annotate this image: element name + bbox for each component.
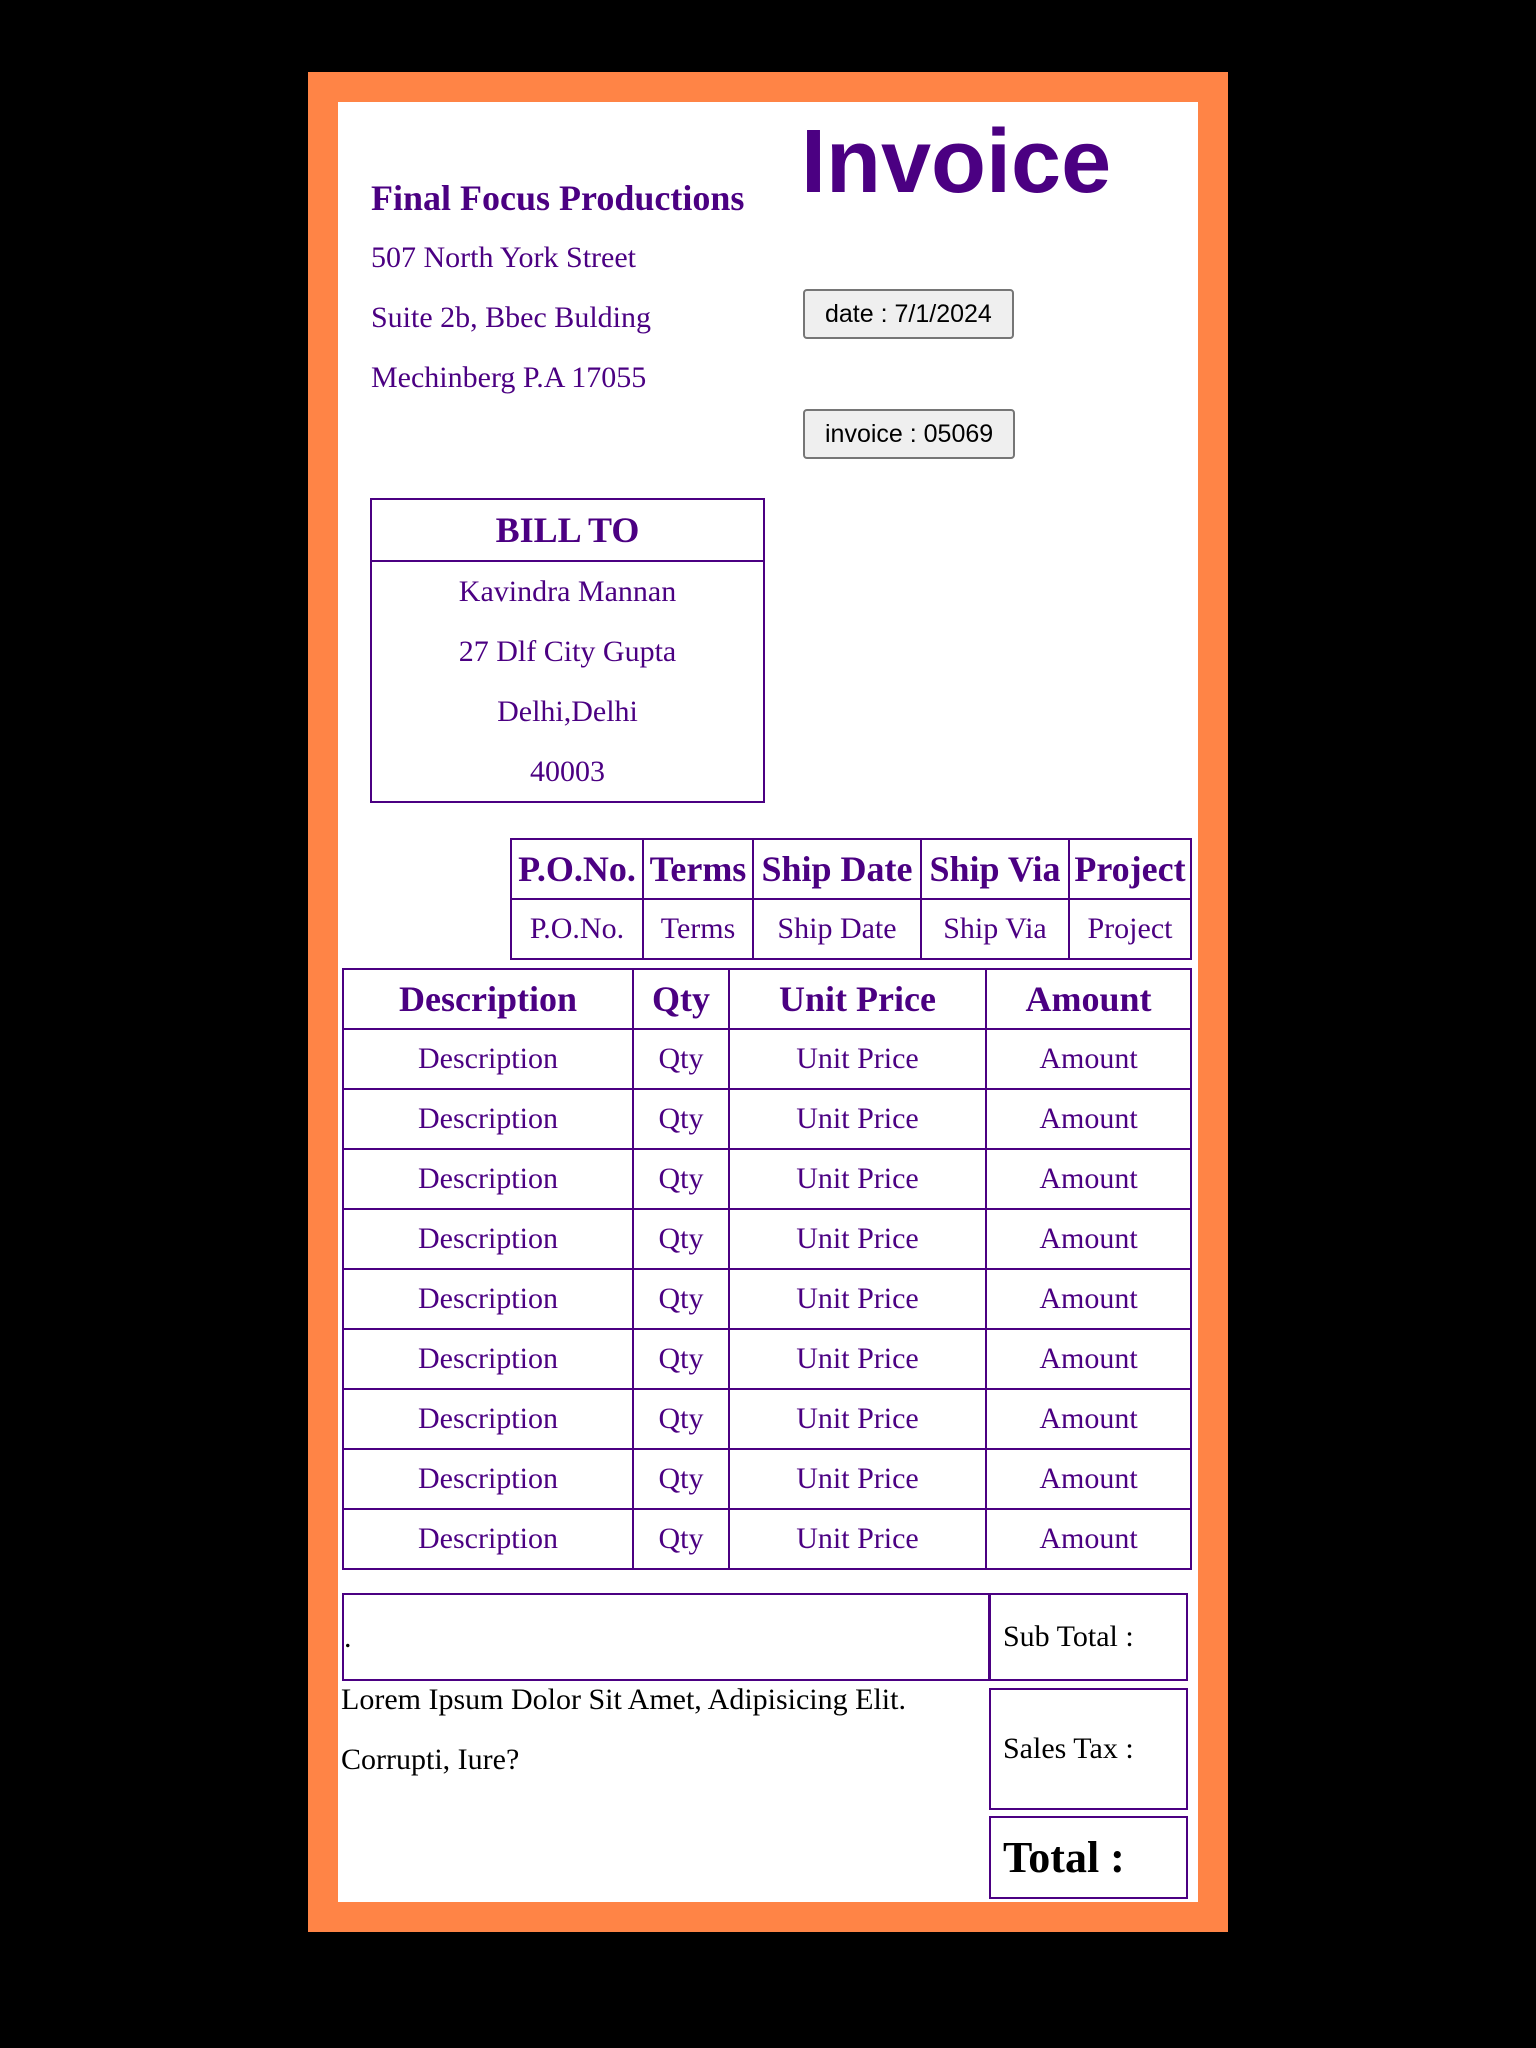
description-cell: Description [343,1329,633,1389]
header-project: Project [1069,839,1191,899]
shipping-value-row [511,899,1191,959]
table-row [343,1089,1191,1149]
table-row [343,1149,1191,1209]
table-row [343,1269,1191,1329]
po-number-cell: P.O.No. [511,899,643,959]
company-block [371,168,744,408]
table-row [343,1209,1191,1269]
invoice-sheet [338,102,1198,1902]
qty-cell: Qty [633,1449,729,1509]
qty-cell: Qty [633,1029,729,1089]
amount-cell: Amount [986,1329,1191,1389]
description-cell: Description [343,1509,633,1569]
qty-cell: Qty [633,1269,729,1329]
bill-to-box [370,498,765,803]
amount-cell: Amount [986,1029,1191,1089]
notes-line: Corrupti, Iure? [341,1743,520,1776]
header-ship-date: Ship Date [753,839,921,899]
unit-price-cell: Unit Price [729,1029,986,1089]
bill-to-line: Delhi,Delhi [497,695,638,728]
invoice-title: Invoice [801,112,1112,212]
date-button[interactable]: date : 7/1/2024 [803,289,1014,339]
header-po-number: P.O.No. [511,839,643,899]
company-name: Final Focus Productions [371,178,745,218]
items-header-row [343,969,1191,1029]
amount-cell: Amount [986,1269,1191,1329]
qty-cell: Qty [633,1389,729,1449]
unit-price-cell: Unit Price [729,1389,986,1449]
ship-via-cell: Ship Via [921,899,1069,959]
shipping-table [510,838,1192,960]
table-row [343,1449,1191,1509]
amount-cell: Amount [986,1089,1191,1149]
qty-cell: Qty [633,1329,729,1389]
ship-date-cell: Ship Date [753,899,921,959]
unit-price-cell: Unit Price [729,1269,986,1329]
description-cell: Description [343,1269,633,1329]
unit-price-cell: Unit Price [729,1149,986,1209]
qty-cell: Qty [633,1149,729,1209]
description-cell: Description [343,1149,633,1209]
description-cell: Description [343,1389,633,1449]
description-cell: Description [343,1029,633,1089]
qty-cell: Qty [633,1089,729,1149]
bill-to-line: Kavindra Mannan [458,575,677,608]
terms-cell: Terms [643,899,753,959]
bill-to-line: 40003 [530,755,605,788]
project-cell: Project [1069,899,1191,959]
company-address-line: Suite 2b, Bbec Bulding [371,301,651,334]
unit-price-cell: Unit Price [729,1449,986,1509]
invoice-number-button[interactable]: invoice : 05069 [803,409,1015,459]
amount-cell: Amount [986,1209,1191,1269]
invoice-frame [308,72,1228,1932]
header-terms: Terms [643,839,753,899]
amount-cell: Amount [986,1389,1191,1449]
qty-cell: Qty [633,1509,729,1569]
table-row [343,1329,1191,1389]
total-box: Total : [989,1816,1188,1899]
notes-text [341,1670,981,1790]
unit-price-cell: Unit Price [729,1089,986,1149]
unit-price-cell: Unit Price [729,1509,986,1569]
bill-to-heading: BILL TO [372,500,763,562]
description-cell: Description [343,1449,633,1509]
description-cell: Description [343,1089,633,1149]
summary-note-cell: . [342,1593,990,1681]
items-table [342,968,1192,1570]
header-amount: Amount [986,969,1191,1029]
amount-cell: Amount [986,1149,1191,1209]
table-row [343,1389,1191,1449]
amount-cell: Amount [986,1509,1191,1569]
company-address-line: Mechinberg P.A 17055 [371,361,647,394]
header-description: Description [343,969,633,1029]
amount-cell: Amount [986,1449,1191,1509]
header-ship-via: Ship Via [921,839,1069,899]
table-row [343,1509,1191,1569]
unit-price-cell: Unit Price [729,1329,986,1389]
description-cell: Description [343,1209,633,1269]
header-qty: Qty [633,969,729,1029]
unit-price-cell: Unit Price [729,1209,986,1269]
header-unit-price: Unit Price [729,969,986,1029]
shipping-header-row [511,839,1191,899]
qty-cell: Qty [633,1209,729,1269]
company-address-line: 507 North York Street [371,241,637,274]
table-row [343,1029,1191,1089]
sales-tax-box: Sales Tax : [989,1688,1188,1810]
subtotal-box: Sub Total : [989,1593,1188,1681]
bill-to-line: 27 Dlf City Gupta [458,635,677,668]
notes-line: Lorem Ipsum Dolor Sit Amet, Adipisicing Elit. [341,1683,906,1716]
